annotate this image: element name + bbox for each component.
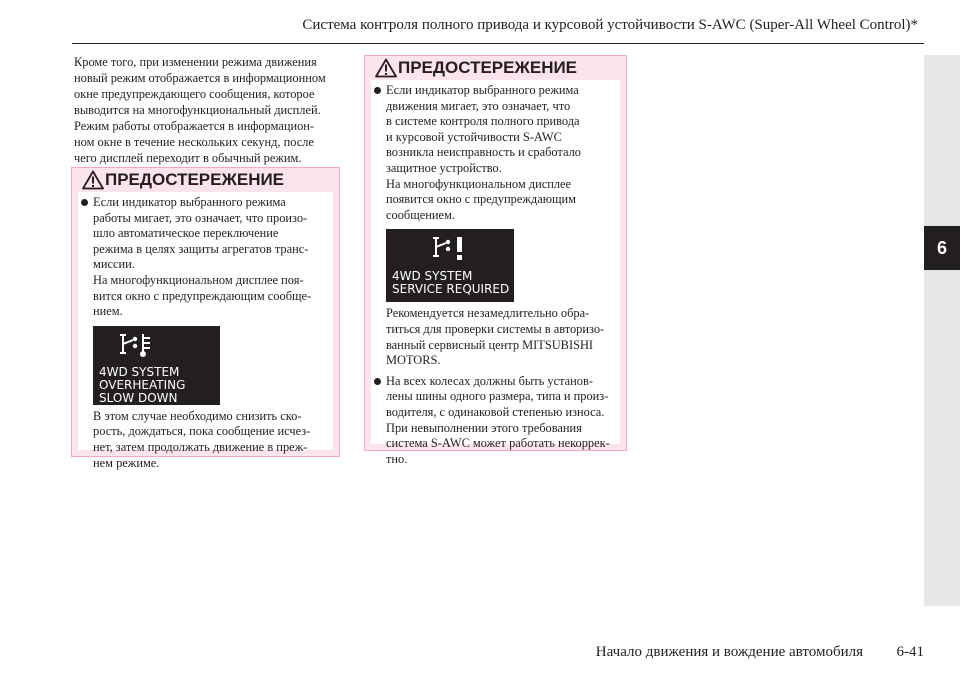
warning-bullet: [78, 195, 333, 471]
page-header-title: Система контроля полного привода и курсовой устойчивости S-AWC (Super-All Wheel Control)*: [302, 17, 918, 33]
text-line: нем режиме.: [93, 455, 160, 470]
text-line: При невыполнении этого требования: [386, 420, 582, 435]
text-line: рость, дождаться, пока сообщение исчез-: [93, 424, 311, 439]
warning-title: ПРЕДОСТЕРЕЖЕНИЕ: [398, 58, 578, 77]
intro-line: окне предупреждающего сообщения, которое: [74, 87, 315, 101]
warning-title: ПРЕДОСТЕРЕЖЕНИЕ: [105, 170, 285, 189]
text-line: На многофункциональном дисплее: [386, 176, 572, 191]
warning-body: [78, 192, 333, 470]
display-line: 4WD SYSTEM: [392, 269, 473, 284]
text-line: На многофункциональном дисплее поя-: [93, 272, 304, 287]
text-line: Если индикатор выбранного режима: [93, 195, 286, 209]
warning-bullet: [371, 83, 620, 369]
text-line: режима в целях защиты агрегатов транс-: [93, 241, 309, 256]
intro-line: новый режим отображается в информационном: [74, 71, 326, 85]
warning-box-left: [71, 167, 340, 470]
header-divider: [72, 43, 924, 44]
warning-bullet: [371, 374, 620, 468]
warning-header: [72, 168, 339, 192]
page-footer: [560, 644, 924, 661]
text-line: сообщением.: [386, 207, 455, 222]
display-line: OVERHEATING: [99, 377, 186, 392]
text-line: MOTORS.: [386, 353, 441, 368]
display-line: SLOW DOWN: [99, 390, 178, 405]
display-line: SERVICE REQUIRED: [392, 282, 510, 297]
text-line: На всех колесах должны быть установ-: [386, 373, 593, 388]
text-line: титься для проверки системы в авторизо-: [386, 321, 605, 336]
text-line: миссии.: [93, 257, 135, 272]
display-line: 4WD SYSTEM: [99, 364, 180, 379]
warning-header: [365, 56, 626, 80]
text-line: защитное устройство.: [386, 160, 502, 175]
text-line: лены шины одного размера, типа и произ-: [386, 389, 609, 404]
text-line: В этом случае необходимо снизить ско-: [93, 408, 302, 423]
intro-paragraph: [74, 54, 344, 166]
display-overheating-image: [93, 326, 220, 405]
text-line: система S-AWC может работать некоррек-: [386, 436, 610, 451]
text-line: в системе контроля полного привода: [386, 114, 580, 129]
warning-triangle-icon: [82, 170, 104, 190]
text-line: шло автоматическое переключение: [93, 226, 279, 241]
chapter-side-tab: [924, 55, 960, 606]
intro-line: ном окне в течение нескольких секунд, после: [74, 135, 314, 149]
display-service-required-image: [386, 229, 514, 302]
text-line: Если индикатор выбранного режима: [386, 83, 579, 97]
text-line: нием.: [93, 304, 123, 319]
4wd-temperature-icon: [117, 332, 155, 358]
warning-body: [371, 80, 620, 466]
bullet-dot: [81, 199, 88, 206]
text-line: работы мигает, это означает, что произо-: [93, 210, 308, 225]
display-message: [99, 366, 185, 405]
bullet-dot: [374, 378, 381, 385]
warning-triangle-icon: [375, 58, 397, 78]
text-line: вится окно с предупреждающим сообще-: [93, 288, 312, 303]
bullet-dot: [374, 87, 381, 94]
text-line: возникла неисправность и сработало: [386, 145, 581, 160]
page-number: 6-41: [896, 644, 924, 660]
4wd-warning-icon: [430, 235, 470, 261]
intro-line: чего дисплей переходит в обычный режим.: [74, 151, 302, 165]
text-line: и курсовой устойчивости S-AWC: [386, 129, 562, 144]
display-message: [392, 270, 509, 296]
intro-line: Режим работы отображается в информацион-: [74, 119, 315, 133]
intro-line: выводится на многофункциональный дисплей.: [74, 103, 321, 117]
footer-section-title: Начало движения и вождение автомобиля: [595, 644, 863, 660]
text-line: движения мигает, это означает, что: [386, 98, 571, 113]
text-line: появится окно с предупреждающим: [386, 192, 576, 207]
text-line: водителя, с одинаковой степенью износа.: [386, 404, 605, 419]
intro-line: Кроме того, при изменении режима движения: [74, 55, 317, 69]
chapter-number-badge: 6: [924, 226, 960, 270]
text-line: нет, затем продолжать движение в преж-: [93, 439, 308, 454]
text-line: Рекомендуется незамедлительно обра-: [386, 306, 590, 321]
text-line: ванный сервисный центр MITSUBISHI: [386, 337, 594, 352]
warning-box-right: [364, 55, 627, 466]
text-line: тно.: [386, 451, 408, 466]
